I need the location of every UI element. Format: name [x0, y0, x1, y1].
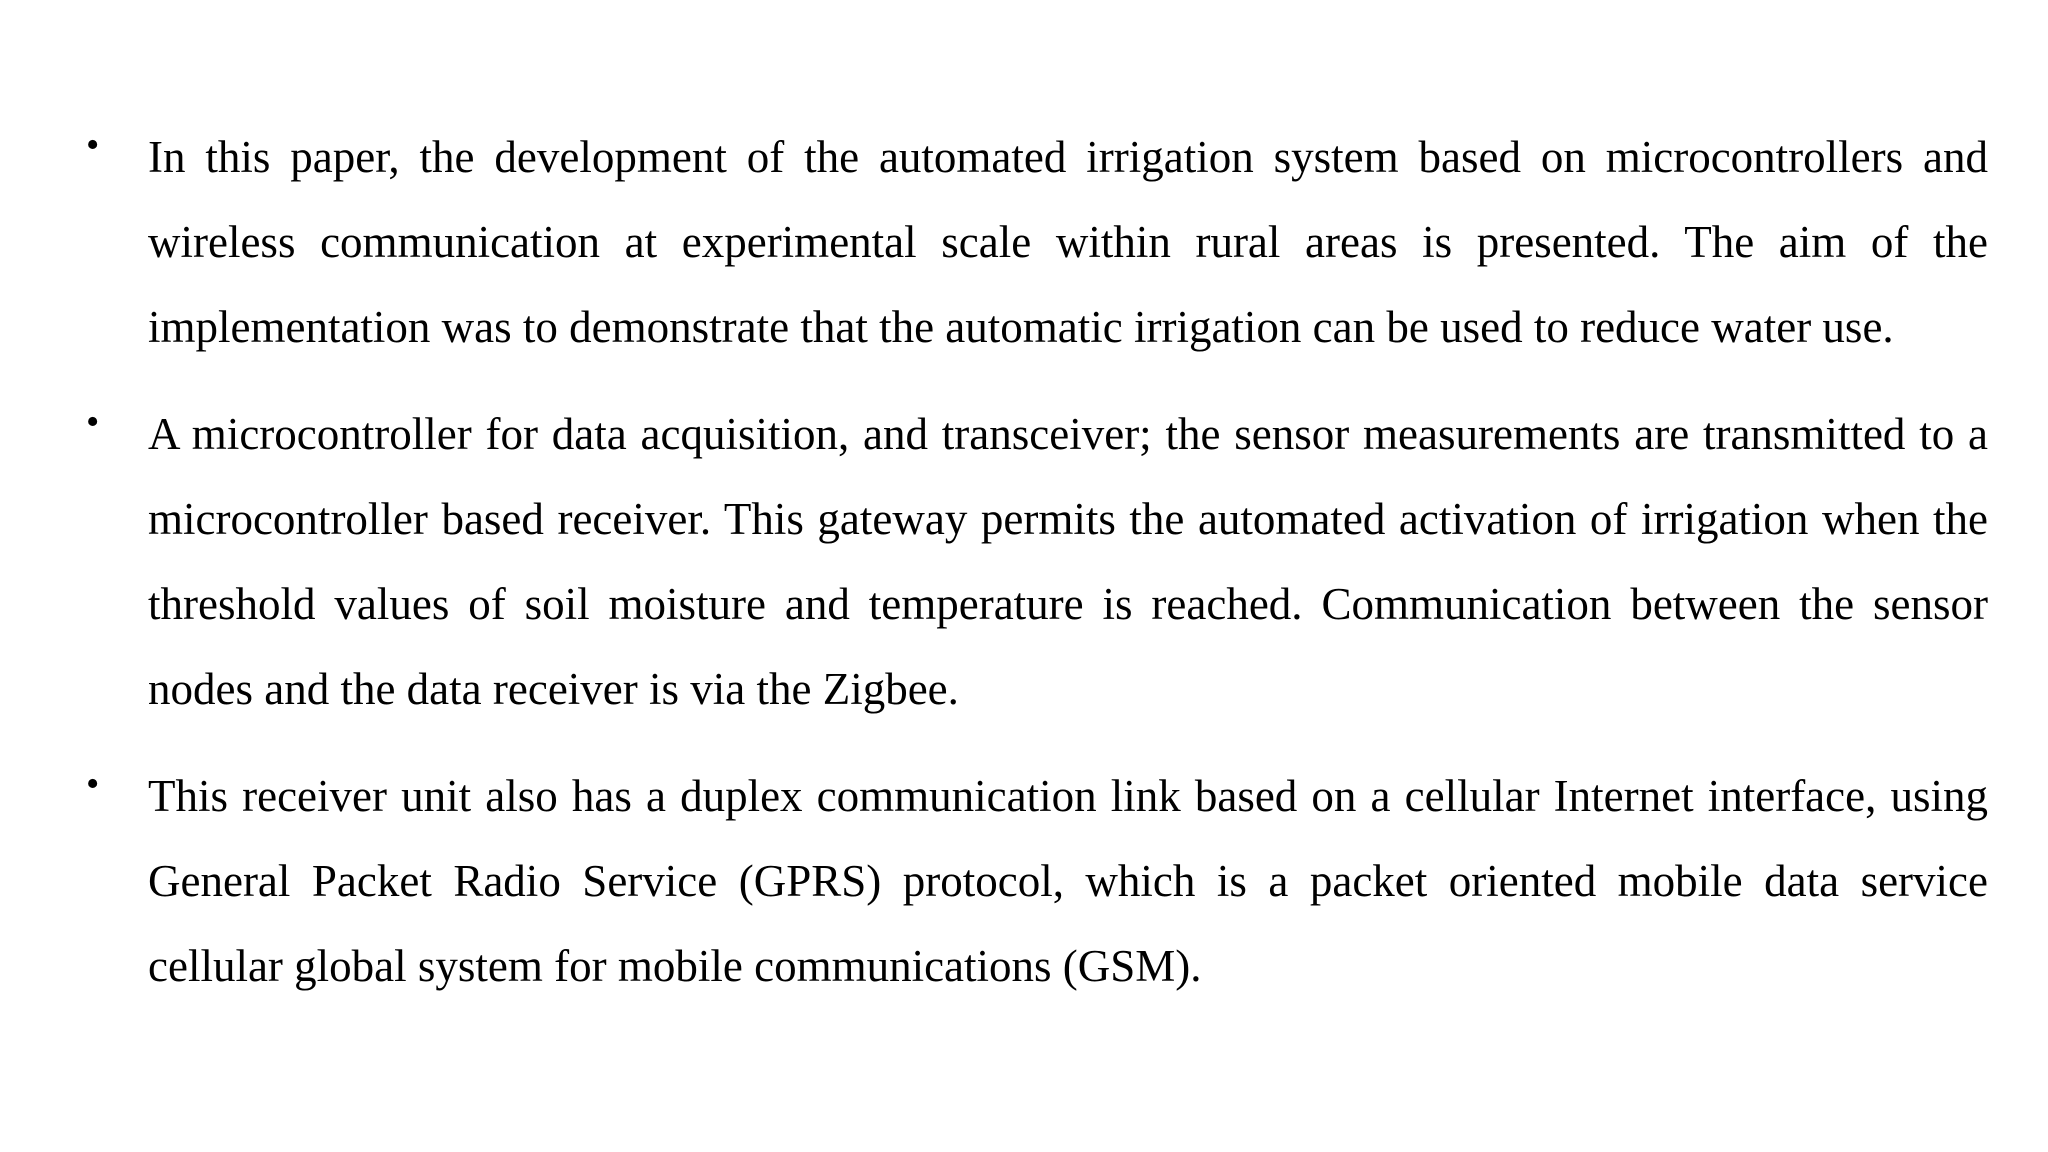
bullet-item-1 [86, 115, 1988, 370]
bullet-item-3 [86, 754, 1988, 1009]
bullet-item-2 [86, 392, 1988, 732]
bullet-text-1: In this paper, the development of the automated irrigation system based on microcontrollers and wireless communication at experimental scale within rural areas is presented. The aim of the implementation was to demonstrate that the automatic irrigation can be used to reduce water use. [148, 132, 1988, 352]
bullet-text-3: This receiver unit also has a duplex communication link based on a cellular Internet interface, using General Packet Radio Service (GPRS) protocol, which is a packet oriented mobile data service cellular global system for mobile communications (GSM). [148, 771, 1988, 991]
bullet-dot-icon: • [86, 401, 100, 443]
bullet-list [86, 115, 1988, 1009]
bullet-dot-icon: • [86, 124, 100, 166]
bullet-text-2: A microcontroller for data acquisition, and transceiver; the sensor measurements are transmitted to a microcontroller based receiver. This gateway permits the automated activation of irrigation when the threshold values of soil moisture and temperature is reached. Communication between the sensor nodes and the data receiver is via the Zigbee. [148, 409, 1988, 714]
bullet-dot-icon: • [86, 763, 100, 805]
